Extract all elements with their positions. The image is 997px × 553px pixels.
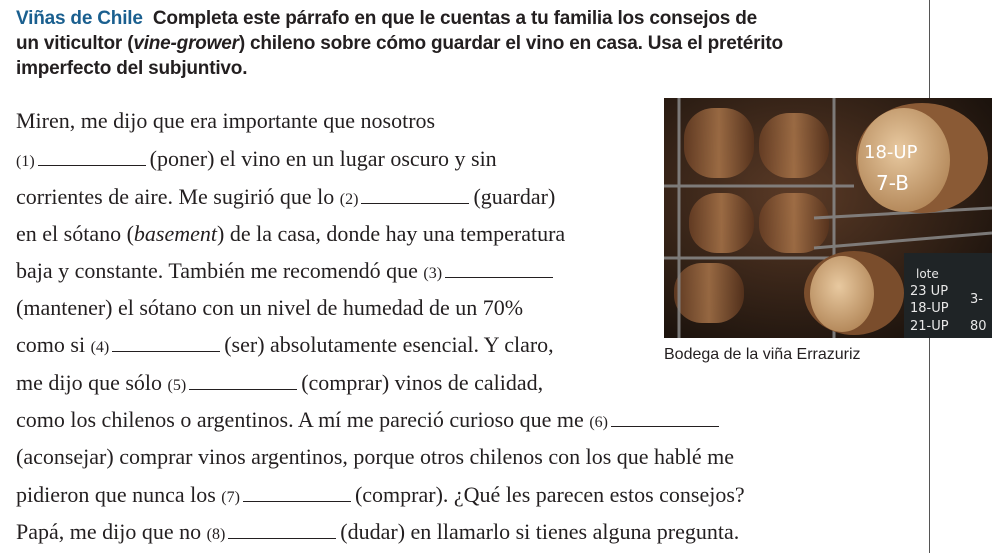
barrel-mark-1: 18-UP xyxy=(864,142,918,163)
paragraph-line-12 xyxy=(16,517,739,550)
photo-caption: Bodega de la viña Errazuriz xyxy=(664,346,861,363)
blank-number-3: (3) xyxy=(423,265,443,282)
wine-cellar-photo xyxy=(664,98,992,338)
blank-number-8: (8) xyxy=(206,526,226,543)
paragraph-line-8 xyxy=(16,368,543,401)
text: corrientes de aire. Me sugirió que lo xyxy=(16,184,335,209)
text: baja y constante. También me recomendó que xyxy=(16,258,418,283)
paragraph-line-11 xyxy=(16,480,745,513)
blank-number-2: (2) xyxy=(339,191,359,208)
paragraph-line-2 xyxy=(16,144,497,177)
instructions-line-1: Completa este párrafo en que le cuentas a tu familia los consejos de xyxy=(152,8,757,29)
board-text-5: 3- xyxy=(970,292,983,307)
text: (mantener) el sótano con un nivel de humedad de un 70% xyxy=(16,295,524,320)
blank-4[interactable] xyxy=(112,333,220,352)
blank-number-6: (6) xyxy=(589,414,608,431)
text: (aconsejar) comprar vinos argentinos, porque otros chilenos con los que hablé me xyxy=(16,444,735,469)
text: (comprar). ¿Qué les parecen estos consejos? xyxy=(354,482,745,507)
paragraph-line-9 xyxy=(16,405,723,438)
blank-5[interactable] xyxy=(189,371,297,390)
instructions-line-2a: un viticultor ( xyxy=(16,33,134,54)
text: como los chilenos o argentinos. A mí me pareció curioso que me xyxy=(16,407,584,432)
board-text-4: 21-UP xyxy=(910,319,949,334)
text: en el sótano ( xyxy=(16,221,134,246)
text: (guardar) xyxy=(473,184,556,209)
exercise-instructions xyxy=(16,6,916,81)
paragraph-line-10 xyxy=(16,442,734,472)
text: Papá, me dijo que no xyxy=(16,519,202,544)
blank-6[interactable] xyxy=(611,408,719,427)
barrel-mark-2: 7-B xyxy=(876,171,909,195)
paragraph-line-1 xyxy=(16,106,435,136)
text: (poner) el vino en un lugar oscuro y sin xyxy=(149,146,497,171)
text: Miren, me dijo que era importante que nosotros xyxy=(16,108,436,133)
text: ) de la casa, donde hay una temperatura xyxy=(217,221,566,246)
blank-number-4: (4) xyxy=(90,339,110,356)
paragraph-line-7 xyxy=(16,330,554,363)
board-text-1: lote xyxy=(916,267,939,281)
gloss-basement: basement xyxy=(133,221,217,246)
paragraph-line-5 xyxy=(16,256,557,289)
text: (dudar) en llamarlo si tienes alguna pregunta. xyxy=(340,519,740,544)
text: (ser) absolutamente esencial. Y claro, xyxy=(224,332,554,357)
text: pidieron que nunca los xyxy=(16,482,216,507)
board-text-3: 18-UP xyxy=(910,301,949,316)
instructions-line-3: imperfecto del subjuntivo. xyxy=(16,58,248,79)
wine-barrels-illustration xyxy=(664,98,992,338)
text: me dijo que sólo xyxy=(16,370,163,395)
paragraph-line-3 xyxy=(16,182,555,215)
paragraph-line-4 xyxy=(16,219,565,249)
board-text-6: 80 xyxy=(970,319,987,334)
blank-8[interactable] xyxy=(228,520,336,539)
text: (comprar) vinos de calidad, xyxy=(301,370,544,395)
blank-1[interactable] xyxy=(38,147,146,166)
blank-3[interactable] xyxy=(445,259,553,278)
instructions-line-2b: ) chileno sobre cómo guardar el vino en casa. Usa el pretérito xyxy=(238,33,783,54)
blank-number-5: (5) xyxy=(167,377,187,394)
board-text-2: 23 UP xyxy=(910,284,949,299)
blank-2[interactable] xyxy=(361,185,469,204)
paragraph-line-6 xyxy=(16,293,523,323)
blank-number-1: (1) xyxy=(16,153,35,170)
text: como si xyxy=(16,332,86,357)
blank-number-7: (7) xyxy=(221,489,240,506)
exercise-title: Viñas de Chile xyxy=(16,8,143,29)
instructions-gloss: vine-grower xyxy=(133,33,239,54)
blank-7[interactable] xyxy=(243,483,351,502)
